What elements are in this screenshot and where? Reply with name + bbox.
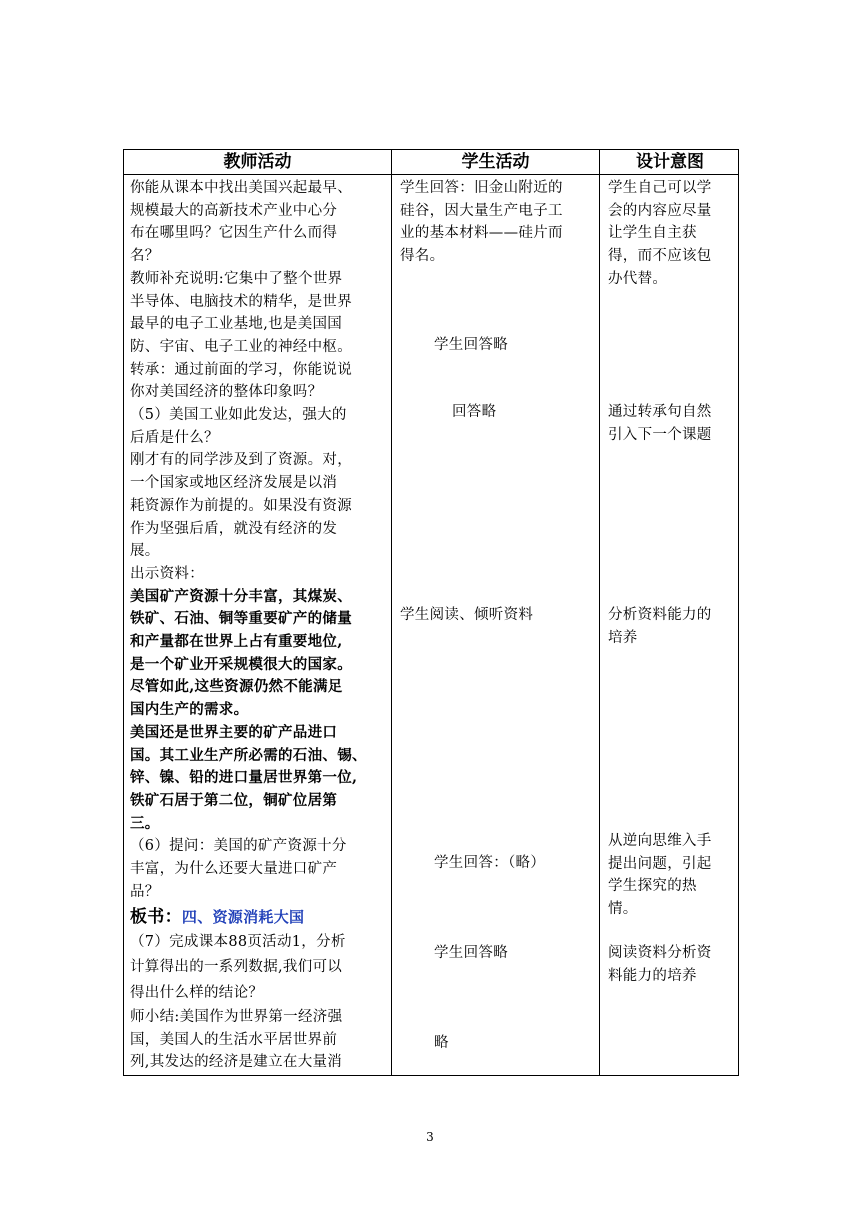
design-intent-4 — [608, 830, 712, 921]
text-line: 学生回答：旧金山附近的 — [400, 180, 563, 196]
text-line: 最早的电子工业基地,也是美国国 — [130, 316, 343, 333]
text-line: 培养 — [608, 629, 638, 646]
text-line: 美国还是世界主要的矿产品进口 — [130, 723, 338, 741]
header-teacher-activity: 教师活动 — [223, 152, 292, 172]
text-line: 铁矿石居于第二位，铜矿位居第 — [130, 791, 338, 809]
column-divider — [391, 150, 392, 1075]
text-line: 提出问题，引起 — [608, 855, 712, 872]
text-line: 后盾是什么？ — [130, 429, 219, 446]
text-line: 刚才有的同学涉及到了资源。对， — [130, 452, 352, 469]
text-line: 国内生产的需求。 — [130, 701, 249, 719]
text-line: 出示资料： — [130, 565, 204, 582]
teacher-activity-text — [130, 177, 367, 1074]
text-line: 阅读资料分析资 — [608, 945, 712, 961]
text-line: 尽管如此,这些资源仍然不能满足 — [130, 678, 343, 696]
text-line: 展。 — [130, 543, 160, 560]
text-line: 是一个矿业开采规模很大的国家。 — [130, 655, 352, 673]
page-number: 3 — [426, 1130, 434, 1144]
text-line: 品？ — [130, 883, 160, 900]
text-line: 防、宇宙、电子工业的神经中枢。 — [130, 338, 352, 355]
text-line: 情。 — [608, 901, 638, 918]
board-heading — [130, 904, 367, 930]
text-line: 会的内容应尽量 — [608, 202, 712, 219]
text-line: 料能力的培养 — [608, 967, 697, 984]
header-divider — [124, 174, 738, 175]
text-line: 三。 — [130, 814, 160, 832]
text-line: 转承：通过前面的学习，你能说说 — [130, 361, 352, 378]
student-answer-3: 回答略 — [452, 404, 497, 420]
text-line: 国，美国人的生活水平居世界前 — [130, 1031, 338, 1048]
text-line: 师小结:美国作为世界第一经济强 — [130, 1009, 343, 1025]
header-design-intent: 设计意图 — [636, 152, 704, 172]
design-intent-2 — [608, 401, 712, 446]
student-answer-5: 学生回答：（略） — [434, 855, 546, 871]
text-line: 国。其工业生产所必需的石油、锡、 — [130, 746, 367, 764]
text-line: 业的基本材料——硅片而 — [400, 225, 563, 242]
text-line: 学生自己可以学 — [608, 180, 712, 196]
design-intent-5 — [608, 942, 712, 987]
text-line: （6）提问：美国的矿产资源十分 — [130, 838, 347, 855]
text-line: 分析资料能力的 — [608, 607, 712, 623]
text-line: 一个国家或地区经济发展是以消 — [130, 475, 338, 492]
design-intent-1 — [608, 177, 712, 291]
text-line: 锌、镍、铅的进口量居世界第一位, — [130, 769, 358, 787]
text-line: （5）美国工业如此发达，强大的 — [130, 407, 347, 424]
text-line: 作为坚强后盾，就没有经济的发 — [130, 520, 338, 537]
text-line: 让学生自主获 — [608, 225, 697, 242]
text-line: 计算得出的一系列数据,我们可以 — [130, 959, 343, 975]
text-line: 你对美国经济的整体印象吗？ — [130, 384, 323, 401]
lesson-plan-table — [123, 149, 739, 1076]
text-line: 得名。 — [400, 248, 445, 265]
text-line: 列,其发达的经济是建立在大量消 — [130, 1054, 343, 1071]
student-answer-1 — [400, 177, 563, 268]
text-line: 美国矿产资源十分丰富，其煤炭、 — [130, 587, 352, 605]
text-line: 教师补充说明:它集中了整个世界 — [130, 270, 343, 287]
text-line: 你能从课本中找出美国兴起最早、 — [130, 180, 352, 196]
student-answer-7: 略 — [434, 1035, 449, 1051]
text-line: 得出什么样的结论？ — [130, 984, 264, 1001]
text-line: 规模最大的高新技术产业中心分 — [130, 202, 338, 219]
student-answer-2: 学生回答略 — [434, 337, 508, 353]
text-line: 半导体、电脑技术的精华，是世界 — [130, 293, 352, 310]
student-answer-6: 学生回答略 — [434, 945, 508, 961]
text-line: 和产量都在世界上占有重要地位, — [130, 633, 343, 651]
column-divider — [599, 150, 600, 1075]
text-line: 得，而不应该包 — [608, 248, 712, 265]
text-line: 学生探究的热 — [608, 878, 697, 895]
text-line: 丰富，为什么还要大量进口矿产 — [130, 861, 338, 878]
text-line: 硅谷，因大量生产电子工 — [400, 202, 563, 219]
text-line: 布在哪里吗？它因生产什么而得 — [130, 225, 338, 242]
text-line: 耗资源作为前提的。如果没有资源 — [130, 497, 352, 514]
text-line: 通过转承句自然 — [608, 404, 712, 420]
text-line: 从逆向思维入手 — [608, 833, 712, 849]
student-answer-4: 学生阅读、倾听资料 — [400, 607, 534, 623]
text-line: 名？ — [130, 248, 160, 265]
text-line: 铁矿、石油、铜等重要矿产的储量 — [130, 610, 352, 628]
header-student-activity: 学生活动 — [461, 152, 530, 172]
text-line: 引入下一个课题 — [608, 426, 712, 443]
design-intent-3 — [608, 604, 712, 649]
board-label: 板书： — [130, 906, 182, 927]
board-title: 四、资源消耗大国 — [181, 907, 305, 926]
text-line: （7）完成课本88页活动1，分析 — [130, 933, 346, 950]
text-line: 办代替。 — [608, 270, 668, 287]
